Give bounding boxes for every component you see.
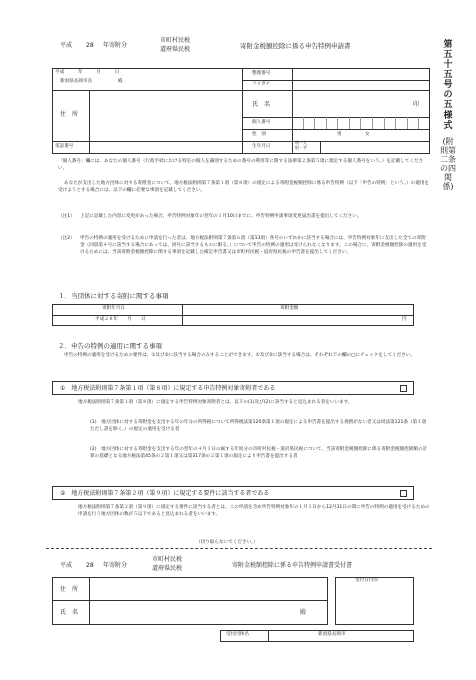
note2-text: 申告の特例の適用を受けるために申請を行った者は、地方税法附則第７条第６項（第13項）各号のいずれかに該当する場合には、申告特例対象年に支出した全ての寄附金（同項第４号に該当する場合にあっては、同号に該当するものに限る。）について申告の特例の適用は受けられなくなります。この場合に、寄附金税額控除の適用を受けるためには、当該寄附金税額控除に関する事項を記載した確定申告書又は市町村民税・道府県民税の申告書を提出してください。 [80, 236, 427, 255]
furigana-label: フリガナ [252, 82, 271, 87]
receipt-org-value: 新潟県長岡市 [318, 632, 346, 637]
sex-female[interactable]: 女 [365, 132, 370, 137]
item1-condition-2: (2) 地方団体に対する寄附金を支出する年の翌年の４月１日の属する年度分の市町村民税・道府県民税について、当該寄附金税額控除に係る寄附金税額控除額の計算の基礎となる地方税法第45条の２第１項又は第317条の２第１項の規定により申告書を提出する者 [90, 447, 428, 459]
my-number-digit-cell[interactable] [407, 117, 419, 129]
name-field[interactable] [295, 92, 405, 115]
intro-text: あなたが支出した地方団体に対する寄附金について、地方税法附則第７条第１項（第８項）の規定による寄附金税額控除に係る申告特例（以下「申告の特例」という。）の適用を受けようとする場合には、以下の欄に必要な事項を記載してください。 [58, 181, 430, 193]
my-number-digit-cell[interactable] [292, 117, 303, 129]
addressee-honorific: 殿 [118, 79, 123, 84]
receipt-org-label: 受付団体名 [226, 632, 249, 637]
addressee-city: 新潟県長岡市長 [60, 79, 93, 84]
receipt-year-suffix: 年寄附分 [103, 562, 128, 569]
receipt-address-label: 住 所 [60, 586, 79, 593]
my-number-digit-cell[interactable] [303, 117, 315, 129]
my-number-digit-cell[interactable] [360, 117, 372, 129]
header-era: 平成 [60, 42, 73, 49]
ref-number-label: 整理番号 [252, 71, 271, 76]
item1-label: ① 地方税法附則第７条第１項（第８項）に規定する申告特例対象寄附者である [60, 385, 276, 392]
section2-lead: 申告の特例の適用を受けるための要件は、①及び②に該当する場合のみすることができます。①及び②に該当する場合は、それぞれ下の欄の□にチェックをしてください。 [64, 353, 416, 358]
phone-field[interactable] [92, 143, 238, 153]
name-label: 氏 名 [252, 101, 271, 108]
item1-checkbox[interactable] [400, 385, 407, 392]
side-form-number: 第五十五号の五様式 [443, 40, 453, 131]
section2-heading: ２．申告の特例の適用に関する事項 [58, 342, 162, 350]
section1-heading: １．当団体に対する寄附に関する事項 [58, 292, 169, 300]
cut-line [46, 548, 432, 549]
cut-line-note: （切り取らないでください。） [196, 540, 259, 545]
birth-label: 生年月日 [252, 144, 271, 149]
furigana-field[interactable] [295, 81, 425, 89]
col-donation-amount: 寄附金額 [280, 306, 299, 311]
header-tax-municipal: 市町村民税 [160, 37, 191, 44]
my-number-digit-cell[interactable] [418, 117, 430, 129]
my-number-digit-cell[interactable] [395, 117, 407, 129]
my-number-digit-cell[interactable] [372, 117, 384, 129]
note1-label: （注1） [58, 214, 75, 219]
item1-description: 地方税法附則第７条第１項（第８項）に規定する申告特例対象寄附者とは、以下の(1)及び(2)に該当すると見込まれる者をいいます。 [78, 400, 353, 405]
phone-label: 電話番号 [55, 144, 74, 149]
receipt-tax-municipal: 市町村民税 [152, 556, 183, 563]
header-tax-prefectural: 道府県民税 [160, 46, 191, 53]
form-title: 寄附金税額控除に係る申告特例申請書 [240, 42, 351, 50]
my-number-field[interactable] [292, 117, 430, 129]
sex-label: 性 別 [252, 132, 266, 137]
receipt-name-field[interactable] [92, 602, 292, 622]
receipt-name-label: 氏 名 [60, 609, 79, 616]
my-number-label: 個人番号 [252, 120, 271, 125]
item1-condition-1: (1) 地方団体に対する寄附金を支出する年の年分の所得税について所得税法第120条第１項の規定による申告書を提出する義務がない者又は同法第121条（第１項ただし書を除く。）の規定の適用を受ける者 [90, 420, 427, 432]
seal-mark: 印 [413, 101, 420, 108]
item2-label: ② 地方税法附則第７条第２項（第９項）に規定する要件に該当する者である [60, 490, 270, 497]
donation-date-value[interactable]: 平成２８年 月 日 [95, 317, 146, 322]
birth-date-field[interactable] [322, 143, 426, 153]
note1-text: 上記に記載した内容に変更があった場合、申告特例対象年の翌年の１月10日までに、申告特例申請事項変更届出書を提出してください。 [80, 214, 362, 219]
yen-unit: 円 [402, 317, 407, 322]
col-donation-date: 寄附年月日 [102, 306, 125, 311]
address-label: 住 所 [60, 111, 79, 118]
side-form-note: (附則第二条の四関係) [440, 137, 456, 191]
receipt-title: 寄附金税額控除に係る申告特例申請書受付書 [232, 562, 353, 569]
item2-description: 地方税法附則第７条第２項（第９項）に規定する要件に該当する者とは、この申請を含め申告特例対象年の１月１日から12月31日の間に申告の特例の適用を受けるための申請を行う地方団体の数が５以下であると見込まれる者をいいます。 [78, 505, 430, 517]
my-number-note: 「個人番号」欄には、あなたの個人番号（行政手続における特定の個人を識別するための番号の利用等に関する法律第２条第５項に規定する個人番号をいう。）を記載してください。 [58, 159, 424, 171]
receipt-year: 28 [86, 562, 94, 569]
receipt-honorific: 殿 [300, 609, 307, 616]
header-year: 28 [86, 42, 94, 49]
receipt-era: 平成 [60, 562, 73, 569]
my-number-digit-cell[interactable] [314, 117, 326, 129]
my-number-digit-cell[interactable] [337, 117, 349, 129]
receipt-stamp-label: 受付日付印 [355, 578, 378, 583]
my-number-digit-cell[interactable] [326, 117, 338, 129]
sex-male[interactable]: 男 [337, 132, 342, 137]
my-number-digit-cell[interactable] [349, 117, 361, 129]
birth-era-options[interactable]: 明・大 昭・平 [295, 140, 307, 150]
address-field[interactable] [92, 92, 238, 138]
date-line[interactable]: 平成 年 月 日 [55, 70, 120, 75]
receipt-address-field[interactable] [92, 579, 324, 598]
receipt-org-box [220, 630, 414, 642]
receipt-tax-prefectural: 道府県民税 [152, 565, 183, 572]
my-number-digit-cell[interactable] [384, 117, 396, 129]
note2-label: （注2） [58, 236, 75, 241]
header-year-suffix: 年寄附分 [103, 42, 128, 49]
item2-checkbox[interactable] [400, 490, 407, 497]
